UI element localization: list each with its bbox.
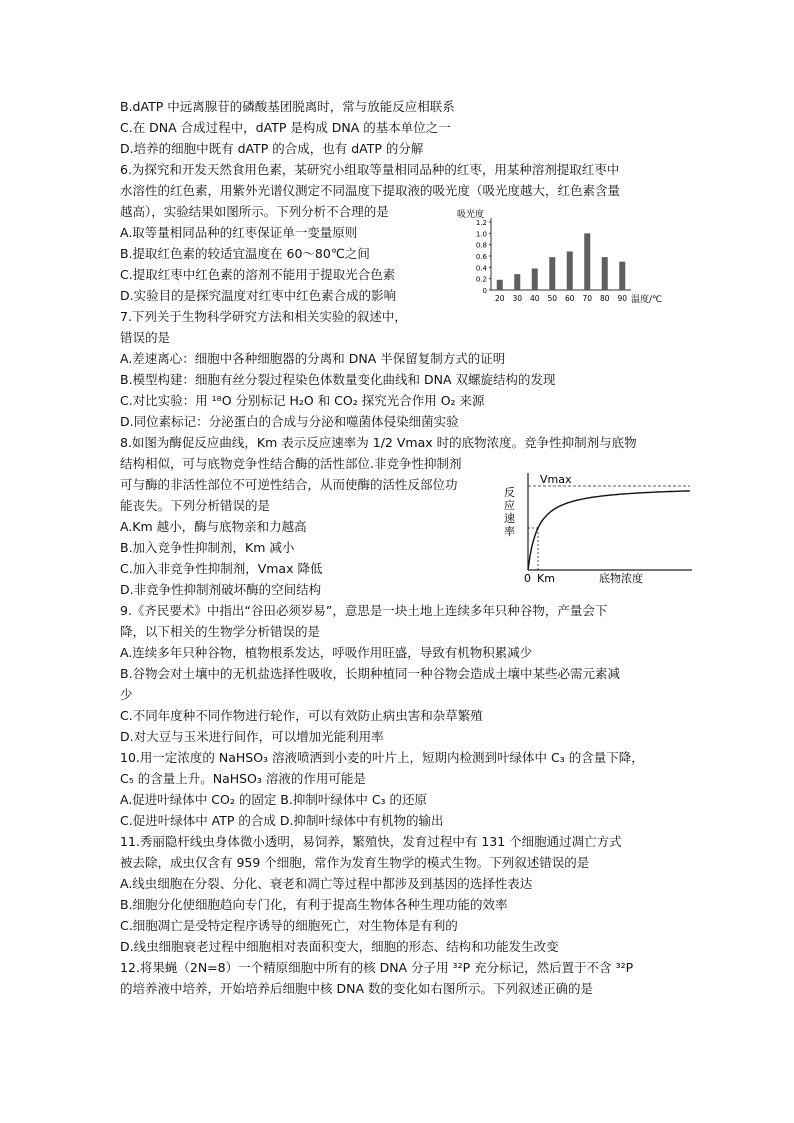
text-line: 10.用一定浓度的 NaHSO₃ 溶液喷洒到小麦的叶片上，短期内检测到叶绿体中 C₃ 的含量下降， (120, 750, 644, 765)
bar-chart-xtick-label: 80 (599, 294, 610, 303)
bar-chart-bar (602, 257, 608, 290)
text-line: B.模型构建：细胞有丝分裂过程染色体数量变化曲线和 DNA 双螺旋结构的发现 (120, 372, 556, 387)
text-line: 6.为探究和开发天然食用色素，某研究小组取等量相同品种的红枣，用某种溶剂提取红枣中 (120, 162, 620, 177)
text-line: A.取等量相同品种的红枣保证单一变量原则 (120, 225, 358, 240)
text-line: 8.如图为酶促反应曲线，Km 表示反应速率为 1/2 Vmax 时的底物浓度。竞争性抑制剂与底物 (120, 435, 637, 450)
bar-chart-xtick-label: 40 (529, 294, 540, 303)
bar-chart-xtick-label: 50 (547, 294, 558, 303)
text-line: D.线虫细胞衰老过程中细胞相对表面积变大，细胞的形态、结构和功能发生改变 (120, 939, 559, 954)
text-line: C₅ 的含量上升。NaHSO₃ 溶液的作用可能是 (120, 771, 366, 786)
bar-chart-ytick-label: 0 (482, 287, 487, 295)
text-line: C.提取红枣中红色素的溶剂不能用于提取光合色素 (120, 267, 396, 282)
text-line: B.提取红色素的较适宜温度在 60～80℃之间 (120, 246, 370, 261)
text-line: 12.将果蝇（2N=8）一个精原细胞中所有的核 DNA 分子用 ³²P 充分标记，然后置于不含 ³²P (120, 960, 634, 975)
curve-chart-vmax-label: Vmax (540, 473, 572, 486)
bar-chart-xtick-label: 90 (617, 294, 628, 303)
text-line: D.非竞争性抑制剂破坏酶的空间结构 (120, 582, 322, 597)
curve-chart-origin: 0 (524, 572, 531, 585)
text-line: 越高），实验结果如图所示。下列分析不合理的是 (120, 204, 389, 219)
text-line: 可与酶的非活性部位不可逆性结合，从而使酶的活性反部位功 (120, 477, 458, 492)
text-line: D.培养的细胞中既有 dATP 的合成，也有 dATP 的分解 (120, 141, 424, 156)
absorbance-bar-chart (455, 206, 685, 308)
text-line: B.dATP 中远离腺苷的磷酸基团脱离时，常与放能反应相联系 (120, 99, 455, 114)
text-line: A.线虫细胞在分裂、分化、衰老和凋亡等过程中都涉及到基因的选择性表达 (120, 876, 533, 891)
text-line: A.促进叶绿体中 CO₂ 的固定 B.抑制叶绿体中 C₃ 的还原 (120, 792, 428, 807)
bar-chart-bar (584, 233, 590, 290)
text-line: 少 (120, 687, 133, 702)
text-line: C.加入非竞争性抑制剂，Vmax 降低 (120, 561, 323, 576)
text-line: A.连续多年只种谷物，植物根系发达，呼吸作用旺盛，导致有机物积累减少 (120, 645, 533, 660)
text-line: D.对大豆与玉米进行间作，可以增加光能利用率 (120, 729, 384, 744)
curve-chart-curve (528, 491, 690, 570)
text-line: C.促进叶绿体中 ATP 的合成 D.抑制叶绿体中有机物的输出 (120, 813, 444, 828)
curve-chart-km-label: Km (537, 572, 555, 585)
bar-chart-ytick-label: 0.4 (475, 264, 487, 273)
bar-chart-ytick-label: 1.2 (475, 219, 487, 227)
text-line: 的培养液中培养，开始培养后细胞中核 DNA 数的变化如右图所示。下列叙述正确的是 (120, 981, 593, 996)
text-line: 降，以下相关的生物学分析错误的是 (120, 624, 321, 639)
text-line: 能丧失。下列分析错误的是 (120, 498, 271, 513)
curve-chart-ylabel: 反应速率 (504, 486, 515, 538)
bar-chart-ytick-label: 0.6 (475, 253, 487, 261)
text-line: C.对比实验：用 ¹⁸O 分别标记 H₂O 和 CO₂ 探究光合作用 O₂ 来源 (120, 393, 485, 408)
text-line: C.不同年度种不同作物进行轮作，可以有效防止病虫害和杂草繁殖 (120, 708, 483, 723)
enzyme-kinetics-chart (496, 468, 698, 588)
text-line: 错误的是 (120, 330, 171, 345)
text-line: A.Km 越小，酶与底物亲和力越高 (120, 519, 307, 534)
text-line: 7.下列关于生物科学研究方法和相关实验的叙述中， (120, 309, 407, 324)
bar-chart-ytick-label: 0.8 (475, 241, 487, 250)
bar-chart-ytick-label: 0.2 (475, 275, 487, 284)
bar-chart-bar (619, 262, 625, 290)
bar-chart-bar (567, 251, 573, 290)
text-line: D.同位素标记：分泌蛋白的合成与分泌和噬菌体侵染细菌实验 (120, 414, 459, 429)
bar-chart-bar (497, 280, 503, 290)
text-line: A.差速离心：细胞中各种细胞器的分离和 DNA 半保留复制方式的证明 (120, 351, 506, 366)
text-line: 结构相似，可与底物竞争性结合酶的活性部位.非竞争性抑制剂 (120, 456, 462, 471)
text-line: C.细胞凋亡是受特定程序诱导的细胞死亡，对生物体是有利的 (120, 918, 458, 933)
bar-chart-xtick-label: 60 (564, 294, 575, 303)
curve-chart-xlabel: 底物浓度 (599, 572, 643, 585)
text-line: B.加入竞争性抑制剂，Km 减小 (120, 540, 295, 555)
bar-chart-ytick-label: 1.0 (475, 230, 487, 239)
bar-chart-xlabel: 温度/℃ (631, 295, 663, 305)
bar-chart-bar (532, 268, 538, 290)
bar-chart-xtick-label: 30 (512, 294, 523, 303)
bar-chart-bar (549, 257, 555, 290)
text-line: 水溶性的红色素，用紫外光谱仪测定不同温度下提取液的吸光度（吸光度越大，红色素含量 (120, 183, 621, 198)
text-line: B.细胞分化使细胞趋向专门化，有利于提高生物体各种生理功能的效率 (120, 897, 508, 912)
text-line: D.实验目的是探究温度对红枣中红色素合成的影响 (120, 288, 397, 303)
bar-chart-xtick-label: 20 (494, 294, 505, 303)
bar-chart-bar (514, 274, 520, 290)
text-line: 9.《齐民要术》中指出“谷田必须岁易”，意思是一块土地上连续多年只种谷物，产量会下 (120, 603, 608, 618)
text-line: B.谷物会对土壤中的无机盐选择性吸收，长期种植同一种谷物会造成土壤中某些必需元素减 (120, 666, 621, 681)
text-line: C.在 DNA 合成过程中，dATP 是构成 DNA 的基本单位之一 (120, 120, 451, 135)
bar-chart-xtick-label: 70 (582, 294, 593, 303)
text-line: 被去除，成虫仅含有 959 个细胞，常作为发育生物学的模式生物。下列叙述错误的是 (120, 855, 590, 870)
bar-chart-ylabel: 吸光度 (457, 210, 485, 220)
text-line: 11.秀丽隐杆线虫身体微小透明，易饲养，繁殖快，发育过程中有 131 个细胞通过凋亡方式 (120, 834, 622, 849)
